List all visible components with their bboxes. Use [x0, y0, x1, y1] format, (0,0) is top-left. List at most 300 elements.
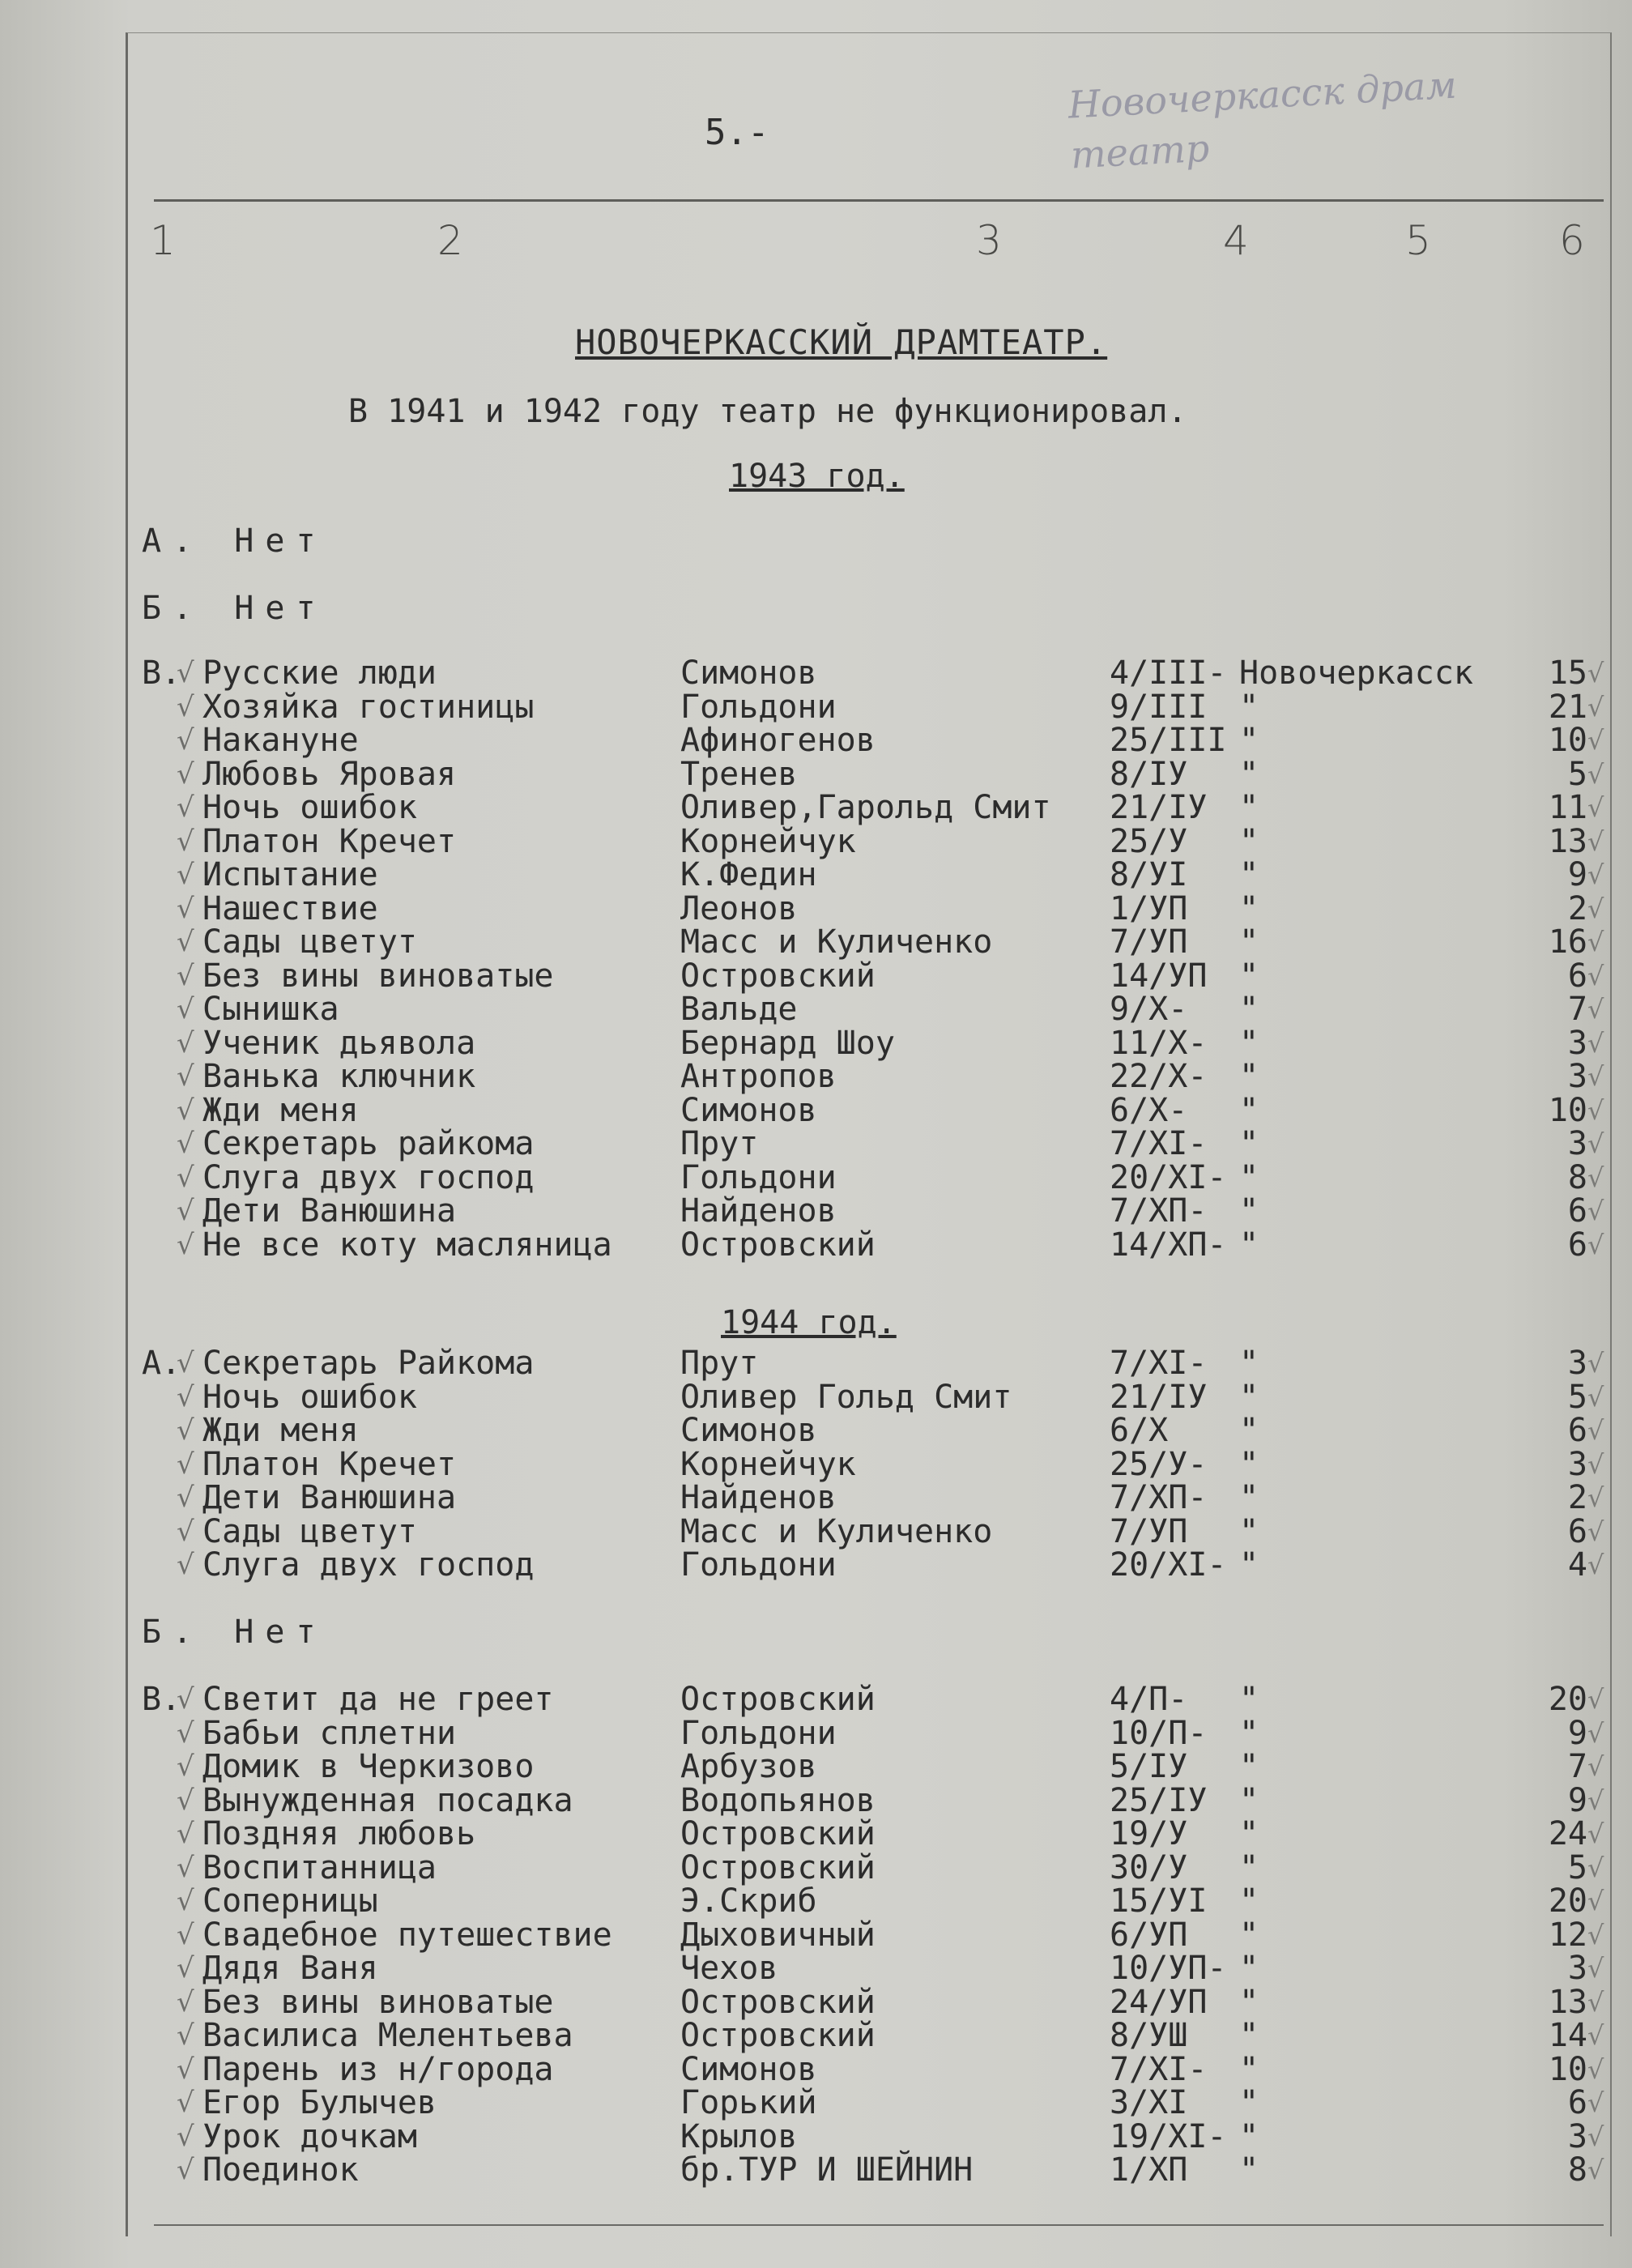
city: "	[1239, 1412, 1259, 1449]
premiere-date: 7/УП	[1110, 923, 1188, 961]
performance-count: 9	[1567, 856, 1587, 893]
city: "	[1239, 1158, 1259, 1196]
check-mark: √	[177, 690, 194, 723]
play-author: Симонов	[680, 1412, 817, 1449]
play-title: Домик в Черкизово	[202, 1748, 535, 1785]
city: "	[1239, 1226, 1259, 1264]
premiere-date: 6/Х	[1110, 1412, 1169, 1449]
play-author: Дыховичный	[680, 1916, 876, 1954]
performance-count: 5	[1567, 755, 1587, 793]
column-number-2: 2	[437, 217, 463, 264]
city: "	[1239, 991, 1259, 1028]
column-number-5: 5	[1405, 217, 1431, 264]
play-author: Найденов	[680, 1479, 837, 1516]
city: "	[1239, 957, 1259, 995]
tick-mark: √	[1587, 1482, 1604, 1513]
page-number: 5.-	[705, 112, 769, 153]
performance-count: 20	[1548, 1882, 1587, 1920]
performance-count: 12	[1548, 1916, 1587, 1954]
premiere-date: 9/III	[1110, 688, 1208, 726]
check-mark: √	[177, 1195, 194, 1227]
check-mark: √	[177, 2154, 194, 2186]
table-row	[0, 1481, 1632, 1515]
premiere-date: 15/УI	[1110, 1882, 1208, 1920]
play-author: Островский	[680, 1681, 876, 1718]
premiere-date: 20/ХI-	[1110, 1158, 1227, 1196]
bottom-rule	[154, 2224, 1604, 2226]
tick-mark: √	[1587, 1348, 1604, 1379]
section-b-1944: Б. Нет	[142, 1614, 327, 1651]
city: "	[1239, 1781, 1259, 1819]
performance-count: 3	[1567, 1950, 1587, 1987]
premiere-date: 20/ХI-	[1110, 1546, 1227, 1584]
table-row	[0, 858, 1632, 892]
section-a-1943: А. Нет	[142, 522, 327, 560]
play-author: Крылов	[680, 2117, 798, 2155]
city: "	[1239, 1125, 1259, 1162]
city: "	[1239, 755, 1259, 793]
table-row	[0, 1884, 1632, 1918]
tick-mark: √	[1587, 927, 1604, 957]
play-title: Платон Кречет	[202, 1445, 457, 1483]
check-mark: √	[177, 993, 194, 1025]
play-title: Нашествие	[202, 889, 378, 927]
play-title: Ночь ошибок	[202, 789, 417, 826]
play-author: Бернард Шоу	[680, 1024, 895, 1062]
city: "	[1239, 1192, 1259, 1230]
premiere-date: 22/Х-	[1110, 1058, 1208, 1095]
performance-count: 3	[1567, 1058, 1587, 1095]
performance-count: 11	[1548, 789, 1587, 826]
city: "	[1239, 688, 1259, 726]
table-row	[0, 1194, 1632, 1228]
table-row	[0, 1413, 1632, 1447]
tick-mark: √	[1587, 691, 1604, 723]
check-mark: √	[177, 1026, 194, 1059]
play-author: Прут	[680, 1125, 759, 1162]
city: "	[1239, 1848, 1259, 1886]
check-mark: √	[177, 1380, 194, 1413]
play-title: Жди меня	[202, 1091, 359, 1129]
play-author: Островский	[680, 1226, 876, 1264]
check-mark: √	[177, 1750, 194, 1783]
tick-mark: √	[1587, 1415, 1604, 1446]
table-row	[0, 822, 1632, 860]
play-author: Симонов	[680, 654, 817, 692]
tick-mark: √	[1587, 1381, 1604, 1413]
performance-count: 3	[1567, 1445, 1587, 1483]
performance-count: 14	[1548, 2017, 1587, 2054]
performance-count: 16	[1548, 923, 1587, 961]
city: "	[1239, 1815, 1259, 1852]
check-mark: √	[177, 1549, 194, 1581]
table-row	[0, 723, 1632, 757]
tick-mark: √	[1587, 960, 1604, 991]
play-author: Оливер Гольд Смит	[680, 1378, 1012, 1416]
performance-count: 3	[1567, 1024, 1587, 1062]
premiere-date: 11/Х-	[1110, 1024, 1208, 1062]
check-mark: √	[177, 1447, 194, 1481]
table-row	[0, 1750, 1632, 1784]
city: "	[1239, 2151, 1259, 2189]
performance-count: 13	[1548, 822, 1587, 860]
check-mark: √	[177, 1481, 194, 1514]
play-title: Поздняя любовь	[202, 1815, 476, 1852]
check-mark: √	[177, 959, 194, 992]
city: "	[1239, 2084, 1259, 2121]
play-author: Арбузов	[680, 1748, 817, 1785]
city: "	[1239, 2017, 1259, 2054]
tick-mark: √	[1587, 2053, 1604, 2085]
check-mark: √	[177, 892, 194, 925]
tick-mark: √	[1587, 658, 1604, 688]
tick-mark: √	[1587, 1818, 1604, 1849]
tick-mark: √	[1587, 893, 1604, 924]
check-mark: √	[177, 2019, 194, 2052]
table-row	[0, 1951, 1632, 1985]
play-title: Любовь Яровая	[202, 755, 457, 793]
table-row	[0, 1512, 1632, 1550]
premiere-date: 6/Х-	[1110, 1091, 1188, 1129]
play-title: Секретарь Райкома	[202, 1345, 535, 1382]
performance-count: 2	[1567, 1479, 1587, 1516]
play-author: Масс и Куличенко	[680, 923, 993, 961]
check-mark: √	[177, 1985, 194, 2019]
play-title: Сады цветут	[202, 923, 417, 961]
performance-count: 8	[1567, 2151, 1587, 2189]
performance-count: 10	[1548, 1091, 1587, 1129]
performance-count: 6	[1567, 1512, 1587, 1550]
city: "	[1239, 1882, 1259, 1920]
check-mark: √	[177, 1851, 194, 1884]
performance-count: 2	[1567, 889, 1587, 927]
premiere-date: 3/ХI	[1110, 2084, 1188, 2121]
table-row	[0, 1447, 1632, 1481]
play-title: Жди меня	[202, 1412, 359, 1449]
performance-count: 3	[1567, 1345, 1587, 1382]
check-mark: √	[177, 1414, 194, 1447]
check-mark: √	[177, 1818, 194, 1850]
play-title: Накануне	[202, 722, 359, 759]
premiere-date: 7/ХI-	[1110, 1345, 1208, 1382]
premiere-date: 5/IУ	[1110, 1748, 1188, 1785]
tick-mark: √	[1587, 1094, 1604, 1126]
play-title: Вынужденная посадка	[202, 1781, 573, 1819]
check-mark: √	[177, 2120, 194, 2153]
performance-count: 6	[1567, 1192, 1587, 1230]
column-number-3: 3	[976, 217, 1002, 264]
city: "	[1239, 1058, 1259, 1095]
premiere-date: 4/III-	[1110, 654, 1227, 692]
premiere-date: 25/III	[1110, 722, 1227, 759]
premiere-date: 19/ХI-	[1110, 2117, 1227, 2155]
premiere-date: 7/УП	[1110, 1512, 1188, 1550]
play-title: Секретарь райкома	[202, 1125, 535, 1162]
performance-count: 3	[1567, 2117, 1587, 2155]
premiere-date: 19/У	[1110, 1815, 1188, 1852]
table-row	[0, 2153, 1632, 2187]
performance-count: 3	[1567, 1125, 1587, 1162]
table-row	[0, 1817, 1632, 1851]
city: "	[1239, 1512, 1259, 1550]
play-author: бр.ТУР И ШЕЙНИН	[680, 2151, 974, 2189]
play-title: Платон Кречет	[202, 822, 457, 860]
table-row	[0, 1091, 1632, 1129]
check-mark: √	[177, 1784, 194, 1817]
city: "	[1239, 2117, 1259, 2155]
tick-mark: √	[1587, 859, 1604, 890]
city: "	[1239, 789, 1259, 826]
play-title: Урок дочкам	[202, 2117, 417, 2155]
tick-mark: √	[1587, 1953, 1604, 1984]
play-title: Дети Ванюшина	[202, 1192, 457, 1230]
check-mark: √	[177, 1515, 194, 1548]
tick-mark: √	[1587, 758, 1604, 790]
table-row	[0, 2117, 1632, 2155]
table-row	[0, 1127, 1632, 1161]
premiere-date: 21/IУ	[1110, 789, 1208, 826]
premiere-date: 7/ХI-	[1110, 1125, 1208, 1162]
check-mark: √	[177, 1347, 194, 1379]
play-author: Корнейчук	[680, 822, 856, 860]
row-letter: А.	[142, 1345, 181, 1382]
check-mark: √	[177, 1952, 194, 1985]
play-author: Леонов	[680, 889, 798, 927]
play-title: Дети Ванюшина	[202, 1479, 457, 1516]
table-row	[0, 1781, 1632, 1819]
check-mark: √	[177, 724, 194, 757]
play-author: Масс и Куличенко	[680, 1512, 993, 1550]
premiere-date: 8/УШ	[1110, 2017, 1188, 2054]
city: "	[1239, 722, 1259, 759]
performance-count: 5	[1567, 1848, 1587, 1886]
check-mark: √	[177, 1161, 194, 1194]
tick-mark: √	[1587, 825, 1604, 857]
play-title: Слуга двух господ	[202, 1546, 535, 1584]
play-title: Не все коту масляница	[202, 1226, 612, 1264]
city: "	[1239, 1345, 1259, 1382]
play-author: Гольдони	[680, 688, 837, 726]
check-mark: √	[177, 2087, 194, 2119]
check-mark: √	[177, 1885, 194, 1917]
play-title: Парень из н/города	[202, 2050, 554, 2088]
tick-mark: √	[1587, 1784, 1604, 1816]
play-title: Без вины виноватые	[202, 957, 554, 995]
premiere-date: 14/ХП-	[1110, 1226, 1227, 1264]
premiere-date: 6/УП	[1110, 1916, 1188, 1954]
play-author: Гольдони	[680, 1158, 837, 1196]
premiere-date: 1/УП	[1110, 889, 1188, 927]
city: "	[1239, 1024, 1259, 1062]
city: "	[1239, 889, 1259, 927]
performance-count: 13	[1548, 1983, 1587, 2021]
table-row	[0, 992, 1632, 1026]
table-row	[0, 1158, 1632, 1196]
city: "	[1239, 1445, 1259, 1483]
check-mark: √	[177, 1918, 194, 1951]
tick-mark: √	[1587, 1550, 1604, 1580]
performance-count: 6	[1567, 1412, 1587, 1449]
play-author: Островский	[680, 1983, 876, 2021]
premiere-date: 25/У	[1110, 822, 1188, 860]
header-rule	[154, 199, 1604, 202]
tick-mark: √	[1587, 2087, 1604, 2118]
play-author: Гольдони	[680, 1546, 837, 1584]
play-title: Егор Булычев	[202, 2084, 437, 2121]
premiere-date: 25/IУ	[1110, 1781, 1208, 1819]
city: "	[1239, 1546, 1259, 1584]
play-title: Воспитанница	[202, 1848, 437, 1886]
row-letter: В.	[142, 1681, 181, 1718]
city: "	[1239, 1378, 1259, 1416]
check-mark: √	[177, 2053, 194, 2086]
play-author: Водопьянов	[680, 1781, 876, 1819]
table-row	[0, 1985, 1632, 2019]
check-mark: √	[177, 1094, 194, 1127]
tick-mark: √	[1587, 1027, 1604, 1059]
play-title: Светит да не греет	[202, 1681, 554, 1718]
check-mark: √	[177, 825, 194, 858]
tick-mark: √	[1587, 1717, 1604, 1749]
table-row	[0, 1380, 1632, 1414]
play-author: Островский	[680, 1848, 876, 1886]
tick-mark: √	[1587, 1751, 1604, 1782]
table-row	[0, 1848, 1632, 1886]
play-author: Чехов	[680, 1950, 778, 1987]
table-row	[0, 2086, 1632, 2120]
premiere-date: 24/УП	[1110, 1983, 1208, 2021]
table-row	[0, 2019, 1632, 2053]
table-row	[0, 1548, 1632, 1582]
play-author: Островский	[680, 2017, 876, 2054]
premiere-date: 10/УП-	[1110, 1950, 1227, 1987]
table-row	[0, 925, 1632, 959]
check-mark: √	[177, 757, 194, 791]
table-row	[0, 656, 1632, 690]
table-row	[0, 690, 1632, 724]
city: "	[1239, 2050, 1259, 2088]
performance-count: 6	[1567, 1226, 1587, 1264]
play-author: Островский	[680, 1815, 876, 1852]
row-letter: В.	[142, 654, 181, 692]
city: "	[1239, 822, 1259, 860]
check-mark: √	[177, 926, 194, 958]
city: "	[1239, 1748, 1259, 1785]
play-author: Корнейчук	[680, 1445, 856, 1483]
play-title: Свадебное путешествие	[202, 1916, 612, 1954]
check-mark: √	[177, 791, 194, 824]
table-row	[0, 889, 1632, 927]
city: "	[1239, 1091, 1259, 1129]
play-author: Вальде	[680, 991, 798, 1028]
check-mark: √	[177, 1716, 194, 1750]
document-title: НОВОЧЕРКАССКИЙ ДРАМТЕАТР.	[575, 322, 1108, 362]
premiere-date: 14/УП	[1110, 957, 1208, 995]
play-title: Ученик дьявола	[202, 1024, 476, 1062]
premiere-date: 1/ХП	[1110, 2151, 1188, 2189]
premiere-date: 10/П-	[1110, 1714, 1208, 1752]
performance-count: 4	[1567, 1546, 1587, 1584]
tick-mark: √	[1587, 1448, 1604, 1480]
tick-mark: √	[1587, 1196, 1604, 1226]
check-mark: √	[177, 1228, 194, 1261]
document-subtitle: В 1941 и 1942 году театр не функционировал.	[348, 393, 1187, 430]
tick-mark: √	[1587, 1886, 1604, 1916]
performance-count: 24	[1548, 1815, 1587, 1852]
tick-mark: √	[1587, 2121, 1604, 2152]
play-title: Слуга двух господ	[202, 1158, 535, 1196]
city: Новочеркасск	[1239, 654, 1473, 692]
tick-mark: √	[1587, 2155, 1604, 2185]
premiere-date: 7/ХП-	[1110, 1479, 1208, 1516]
performance-count: 8	[1567, 1158, 1587, 1196]
play-title: Испытание	[202, 856, 378, 893]
tick-mark: √	[1587, 1229, 1604, 1260]
performance-count: 5	[1567, 1378, 1587, 1416]
check-mark: √	[177, 1128, 194, 1160]
tick-mark: √	[1587, 1162, 1604, 1193]
city: "	[1239, 1479, 1259, 1516]
tick-mark: √	[1587, 1128, 1604, 1159]
city: "	[1239, 1983, 1259, 2021]
performance-count: 15	[1548, 654, 1587, 692]
play-author: Тренев	[680, 755, 798, 793]
performance-count: 6	[1567, 2084, 1587, 2121]
table-row	[0, 1716, 1632, 1750]
tick-mark: √	[1587, 1919, 1604, 1950]
table-row	[0, 959, 1632, 993]
premiere-date: 21/IУ	[1110, 1378, 1208, 1416]
table-row	[0, 1346, 1632, 1380]
section-b-1943: Б. Нет	[142, 590, 327, 627]
play-title: Бабьи сплетни	[202, 1714, 457, 1752]
check-mark: √	[177, 657, 194, 689]
column-number-6: 6	[1559, 217, 1585, 264]
tick-mark: √	[1587, 1061, 1604, 1092]
premiere-date: 25/У-	[1110, 1445, 1208, 1483]
column-number-1: 1	[150, 217, 176, 264]
city: "	[1239, 1916, 1259, 1954]
city: "	[1239, 1681, 1259, 1718]
play-author: Симонов	[680, 1091, 817, 1129]
play-author: Прут	[680, 1345, 759, 1382]
performance-count: 10	[1548, 2050, 1587, 2088]
table-row	[0, 1918, 1632, 1952]
performance-count: 10	[1548, 722, 1587, 759]
play-title: Сынишка	[202, 991, 339, 1028]
performance-count: 7	[1567, 991, 1587, 1028]
performance-count: 9	[1567, 1714, 1587, 1752]
play-title: Соперницы	[202, 1882, 378, 1920]
column-number-4: 4	[1223, 217, 1249, 264]
play-title: Русские люди	[202, 654, 437, 692]
tick-mark: √	[1587, 792, 1604, 823]
play-title: Ванька ключник	[202, 1058, 476, 1095]
premiere-date: 8/IУ	[1110, 755, 1188, 793]
premiere-date: 8/УI	[1110, 856, 1188, 893]
play-author: Гольдони	[680, 1714, 837, 1752]
tick-mark: √	[1587, 994, 1604, 1025]
year-heading-1943: 1943 год.	[729, 458, 905, 495]
table-row	[0, 1682, 1632, 1716]
premiere-date: 30/У	[1110, 1848, 1188, 1886]
table-row	[0, 757, 1632, 791]
play-author: Э.Скриб	[680, 1882, 817, 1920]
play-author: Оливер,Гарольд Смит	[680, 789, 1051, 826]
table-row	[0, 2050, 1632, 2088]
play-title: Ночь ошибок	[202, 1378, 417, 1416]
check-mark: √	[177, 1060, 194, 1093]
